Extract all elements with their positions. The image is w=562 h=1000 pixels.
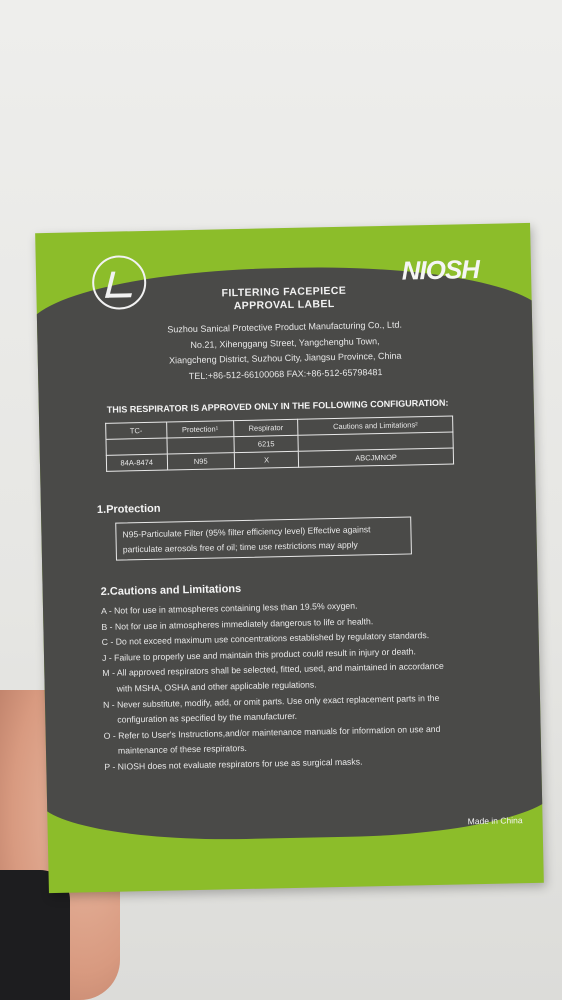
protection-line: N95-Particulate Filter (95% filter efficiency level) Effective against [122, 524, 371, 540]
niosh-logo: NIOSH [401, 253, 480, 286]
table-cell: X [234, 451, 299, 468]
approval-title-line1: FILTERING FACEPIECE [221, 284, 347, 300]
company-line: TEL:+86-512-66100068 FAX:+86-512-65798481 [188, 366, 383, 381]
caution-item: O - Refer to User's Instructions,and/or maintenance manuals for information on use and [103, 723, 441, 741]
table-header: Respirator [234, 419, 299, 436]
made-in-label: Made in China [467, 815, 523, 827]
company-info [37, 315, 533, 387]
table-cell: 6215 [234, 435, 299, 452]
company-line: No.21, Xihenggang Street, Yangchenghu Town, [190, 335, 380, 350]
protection-heading: 1.Protection [96, 502, 161, 517]
table-header: TC- [106, 422, 167, 439]
company-line: Xiangcheng District, Suzhou City, Jiangsu Province, China [168, 350, 402, 366]
caution-item: maintenance of these respirators. [117, 743, 248, 756]
cautions-list [101, 595, 515, 775]
caution-item: M - All approved respirators shall be selected, fitted, used, and maintained in accordance [102, 661, 444, 679]
approval-table [105, 416, 454, 472]
caution-item: N - Never substitute, modify, add, or omit parts. Use only exact replacement parts in the [102, 692, 440, 710]
caution-item: A - Not for use in atmospheres containing less than 19.5% oxygen. [100, 600, 358, 616]
approval-title-line2: APPROVAL LABEL [233, 298, 335, 313]
company-line: Suzhou Sanical Protective Product Manufacturing Co., Ltd. [167, 319, 403, 335]
caution-item: with MSHA, OSHA and other applicable regulations. [116, 679, 317, 694]
table-cell [106, 438, 167, 455]
caution-item: C - Do not exceed maximum use concentrations established by regulatory standards. [101, 630, 430, 648]
table-header: Cautions and Limitations² [298, 416, 453, 435]
table-cell: N95 [167, 453, 235, 470]
caution-item: P - NIOSH does not evaluate respirators for use as surgical masks. [104, 756, 363, 772]
table-header: Protection¹ [166, 421, 234, 438]
protection-box [115, 516, 412, 560]
table-cell [167, 437, 235, 454]
cautions-heading: 2.Cautions and Limitations [100, 583, 242, 598]
caution-item: configuration as specified by the manufacturer. [117, 711, 298, 725]
respirator-box [35, 223, 544, 893]
config-heading: THIS RESPIRATOR IS APPROVED ONLY IN THE FOLLOWING CONFIGURATION: [106, 397, 449, 415]
table-cell: ABCJMNOP [299, 448, 454, 467]
caution-item: J - Failure to properly use and maintain this product could result in injury or death. [101, 646, 416, 663]
table-cell: 84A-8474 [106, 454, 167, 471]
protection-line: particulate aerosols free of oil; time use restrictions may apply [122, 539, 358, 555]
caution-item: B - Not for use in atmospheres immediately dangerous to life or health. [101, 615, 374, 632]
